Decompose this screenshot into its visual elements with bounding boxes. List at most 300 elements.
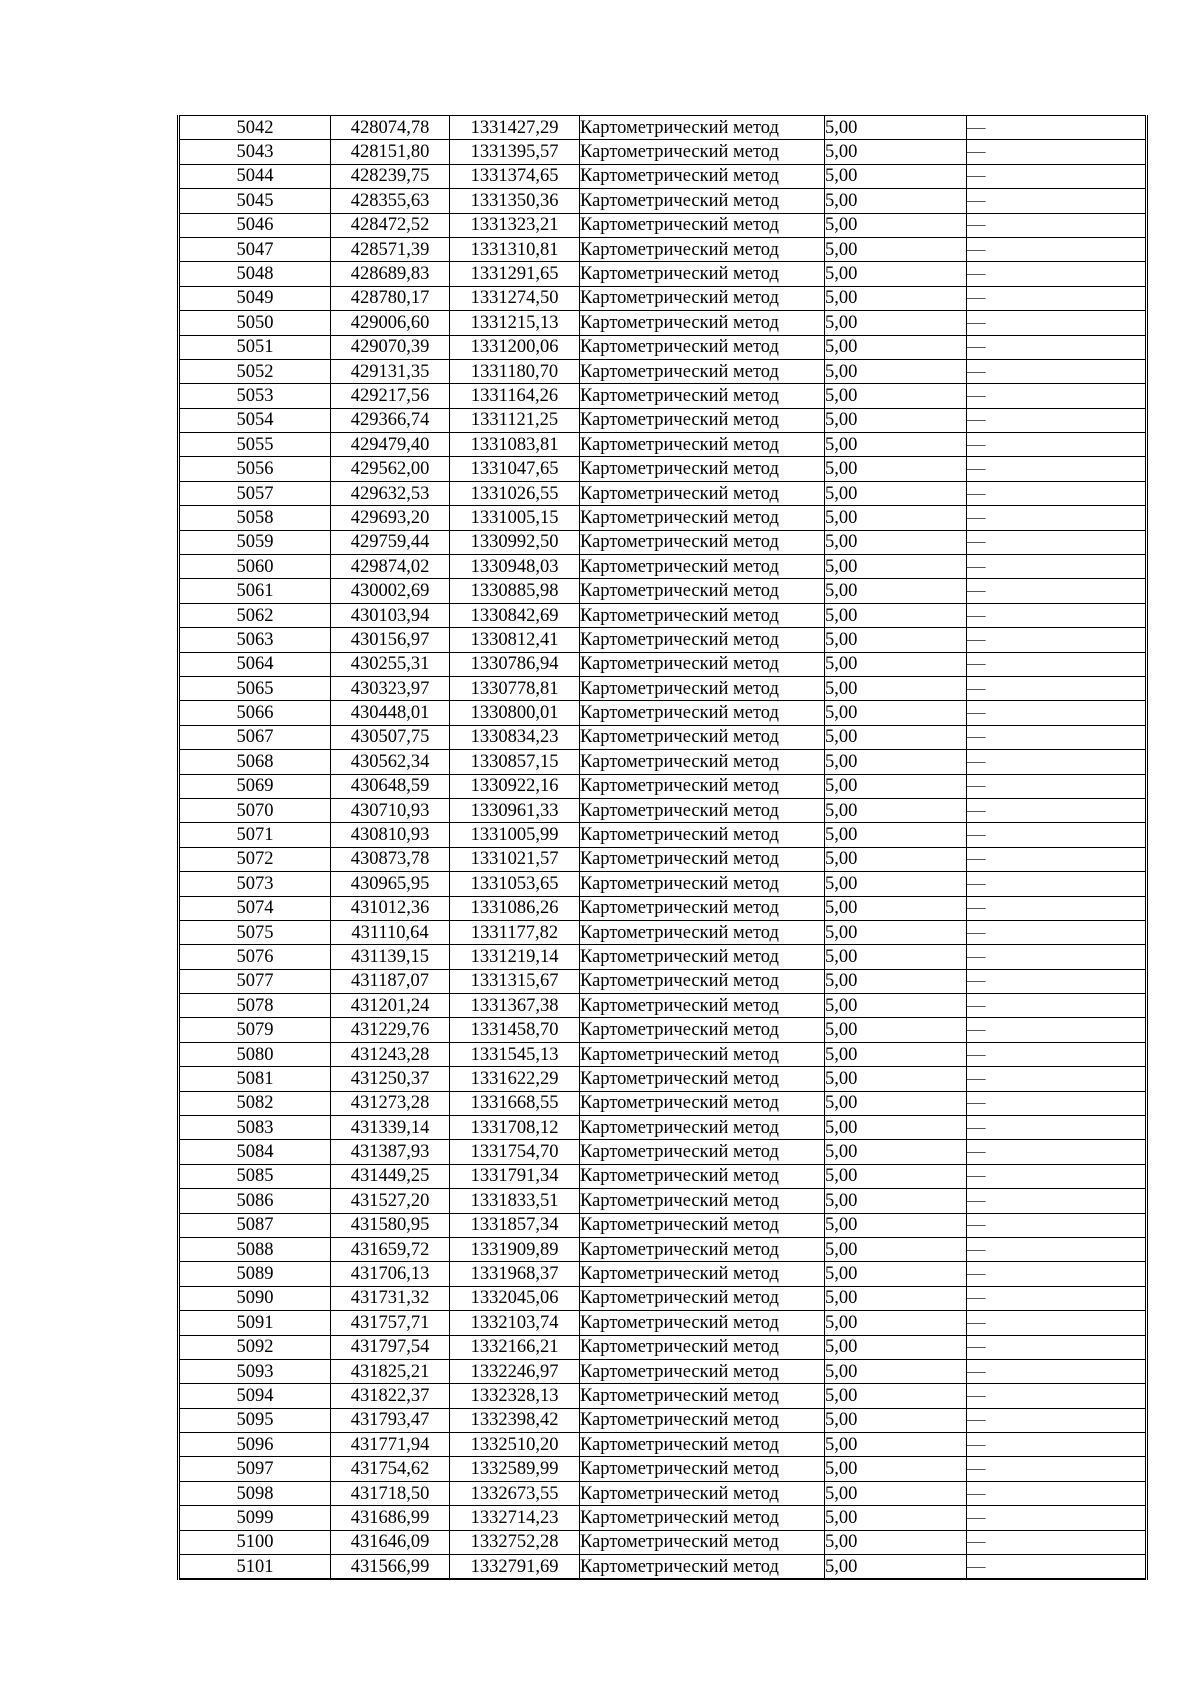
point-number-cell: 5067 <box>179 725 331 749</box>
y-coordinate-cell: 1331215,13 <box>450 311 580 335</box>
point-number-cell: 5082 <box>179 1091 331 1115</box>
method-cell: Картометрический метод <box>580 896 825 920</box>
note-cell: — <box>967 1384 1147 1408</box>
y-coordinate-cell: 1331026,55 <box>450 481 580 505</box>
x-coordinate-cell: 431686,99 <box>331 1506 450 1530</box>
x-coordinate-cell: 429070,39 <box>331 335 450 359</box>
table-row <box>179 1262 1147 1286</box>
precision-cell: 5,00 <box>825 1140 967 1164</box>
point-number-cell: 5057 <box>179 481 331 505</box>
point-number-cell: 5099 <box>179 1506 331 1530</box>
table-row <box>179 1335 1147 1359</box>
precision-cell: 5,00 <box>825 481 967 505</box>
y-coordinate-cell: 1332791,69 <box>450 1555 580 1580</box>
point-number-cell: 5085 <box>179 1164 331 1188</box>
point-number-cell: 5059 <box>179 530 331 554</box>
note-cell: — <box>967 823 1147 847</box>
y-coordinate-cell: 1331047,65 <box>450 457 580 481</box>
point-number-cell: 5052 <box>179 359 331 383</box>
note-cell: — <box>967 213 1147 237</box>
y-coordinate-cell: 1331857,34 <box>450 1213 580 1237</box>
precision-cell: 5,00 <box>825 1116 967 1140</box>
note-cell: — <box>967 1067 1147 1091</box>
note-cell: — <box>967 798 1147 822</box>
precision-cell: 5,00 <box>825 1481 967 1505</box>
precision-cell: 5,00 <box>825 1384 967 1408</box>
point-number-cell: 5087 <box>179 1213 331 1237</box>
point-number-cell: 5066 <box>179 701 331 725</box>
point-number-cell: 5046 <box>179 213 331 237</box>
point-number-cell: 5044 <box>179 164 331 188</box>
method-cell: Картометрический метод <box>580 1213 825 1237</box>
method-cell: Картометрический метод <box>580 408 825 432</box>
note-cell: — <box>967 1140 1147 1164</box>
method-cell: Картометрический метод <box>580 1042 825 1066</box>
point-number-cell: 5064 <box>179 652 331 676</box>
method-cell: Картометрический метод <box>580 189 825 213</box>
point-number-cell: 5095 <box>179 1408 331 1432</box>
note-cell: — <box>967 847 1147 871</box>
table-row <box>179 823 1147 847</box>
y-coordinate-cell: 1330922,16 <box>450 774 580 798</box>
method-cell: Картометрический метод <box>580 676 825 700</box>
precision-cell: 5,00 <box>825 945 967 969</box>
y-coordinate-cell: 1331350,36 <box>450 189 580 213</box>
y-coordinate-cell: 1332589,99 <box>450 1457 580 1481</box>
method-cell: Картометрический метод <box>580 116 825 140</box>
method-cell: Картометрический метод <box>580 798 825 822</box>
note-cell: — <box>967 1116 1147 1140</box>
note-cell: — <box>967 555 1147 579</box>
note-cell: — <box>967 481 1147 505</box>
table-row <box>179 1067 1147 1091</box>
note-cell: — <box>967 1481 1147 1505</box>
precision-cell: 5,00 <box>825 189 967 213</box>
note-cell: — <box>967 311 1147 335</box>
note-cell: — <box>967 1457 1147 1481</box>
precision-cell: 5,00 <box>825 335 967 359</box>
table-row <box>179 262 1147 286</box>
method-cell: Картометрический метод <box>580 1457 825 1481</box>
table-row <box>179 1042 1147 1066</box>
method-cell: Картометрический метод <box>580 1018 825 1042</box>
y-coordinate-cell: 1330842,69 <box>450 603 580 627</box>
x-coordinate-cell: 431201,24 <box>331 994 450 1018</box>
y-coordinate-cell: 1330948,03 <box>450 555 580 579</box>
x-coordinate-cell: 431706,13 <box>331 1262 450 1286</box>
point-number-cell: 5049 <box>179 286 331 310</box>
table-row <box>179 1286 1147 1310</box>
method-cell: Картометрический метод <box>580 213 825 237</box>
point-number-cell: 5079 <box>179 1018 331 1042</box>
x-coordinate-cell: 429006,60 <box>331 311 450 335</box>
method-cell: Картометрический метод <box>580 701 825 725</box>
method-cell: Картометрический метод <box>580 286 825 310</box>
method-cell: Картометрический метод <box>580 994 825 1018</box>
note-cell: — <box>967 1189 1147 1213</box>
y-coordinate-cell: 1332166,21 <box>450 1335 580 1359</box>
table-row <box>179 994 1147 1018</box>
point-number-cell: 5076 <box>179 945 331 969</box>
precision-cell: 5,00 <box>825 116 967 140</box>
point-number-cell: 5091 <box>179 1311 331 1335</box>
precision-cell: 5,00 <box>825 433 967 457</box>
table-row <box>179 701 1147 725</box>
method-cell: Картометрический метод <box>580 920 825 944</box>
point-number-cell: 5043 <box>179 140 331 164</box>
x-coordinate-cell: 430648,59 <box>331 774 450 798</box>
y-coordinate-cell: 1331791,34 <box>450 1164 580 1188</box>
table-row <box>179 1457 1147 1481</box>
table-row <box>179 1311 1147 1335</box>
x-coordinate-cell: 430965,95 <box>331 872 450 896</box>
table-row <box>179 457 1147 481</box>
note-cell: — <box>967 457 1147 481</box>
note-cell: — <box>967 286 1147 310</box>
method-cell: Картометрический метод <box>580 1481 825 1505</box>
note-cell: — <box>967 603 1147 627</box>
note-cell: — <box>967 725 1147 749</box>
x-coordinate-cell: 431566,99 <box>331 1555 450 1580</box>
method-cell: Картометрический метод <box>580 1237 825 1261</box>
y-coordinate-cell: 1331622,29 <box>450 1067 580 1091</box>
point-number-cell: 5070 <box>179 798 331 822</box>
precision-cell: 5,00 <box>825 628 967 652</box>
method-cell: Картометрический метод <box>580 1408 825 1432</box>
y-coordinate-cell: 1332045,06 <box>450 1286 580 1310</box>
x-coordinate-cell: 431449,25 <box>331 1164 450 1188</box>
y-coordinate-cell: 1332673,55 <box>450 1481 580 1505</box>
x-coordinate-cell: 428074,78 <box>331 116 450 140</box>
method-cell: Картометрический метод <box>580 335 825 359</box>
table-row <box>179 1237 1147 1261</box>
point-number-cell: 5058 <box>179 506 331 530</box>
y-coordinate-cell: 1331164,26 <box>450 384 580 408</box>
method-cell: Картометрический метод <box>580 359 825 383</box>
precision-cell: 5,00 <box>825 1311 967 1335</box>
method-cell: Картометрический метод <box>580 847 825 871</box>
method-cell: Картометрический метод <box>580 652 825 676</box>
precision-cell: 5,00 <box>825 652 967 676</box>
precision-cell: 5,00 <box>825 457 967 481</box>
table-row <box>179 213 1147 237</box>
table-row <box>179 286 1147 310</box>
note-cell: — <box>967 384 1147 408</box>
method-cell: Картометрический метод <box>580 945 825 969</box>
method-cell: Картометрический метод <box>580 1262 825 1286</box>
method-cell: Картометрический метод <box>580 1116 825 1140</box>
y-coordinate-cell: 1331310,81 <box>450 237 580 261</box>
table-row <box>179 506 1147 530</box>
point-number-cell: 5083 <box>179 1116 331 1140</box>
x-coordinate-cell: 431273,28 <box>331 1091 450 1115</box>
method-cell: Картометрический метод <box>580 1335 825 1359</box>
precision-cell: 5,00 <box>825 1262 967 1286</box>
note-cell: — <box>967 1213 1147 1237</box>
x-coordinate-cell: 431387,93 <box>331 1140 450 1164</box>
point-number-cell: 5089 <box>179 1262 331 1286</box>
table-row <box>179 603 1147 627</box>
x-coordinate-cell: 431797,54 <box>331 1335 450 1359</box>
y-coordinate-cell: 1331968,37 <box>450 1262 580 1286</box>
table-row <box>179 116 1147 140</box>
x-coordinate-cell: 431757,71 <box>331 1311 450 1335</box>
method-cell: Картометрический метод <box>580 1506 825 1530</box>
point-number-cell: 5088 <box>179 1237 331 1261</box>
y-coordinate-cell: 1330885,98 <box>450 579 580 603</box>
point-number-cell: 5077 <box>179 969 331 993</box>
point-number-cell: 5072 <box>179 847 331 871</box>
note-cell: — <box>967 262 1147 286</box>
point-number-cell: 5071 <box>179 823 331 847</box>
note-cell: — <box>967 1164 1147 1188</box>
method-cell: Картометрический метод <box>580 237 825 261</box>
x-coordinate-cell: 429366,74 <box>331 408 450 432</box>
precision-cell: 5,00 <box>825 286 967 310</box>
y-coordinate-cell: 1331121,25 <box>450 408 580 432</box>
x-coordinate-cell: 431822,37 <box>331 1384 450 1408</box>
table-row <box>179 359 1147 383</box>
precision-cell: 5,00 <box>825 530 967 554</box>
x-coordinate-cell: 431339,14 <box>331 1116 450 1140</box>
precision-cell: 5,00 <box>825 701 967 725</box>
method-cell: Картометрический метод <box>580 1384 825 1408</box>
method-cell: Картометрический метод <box>580 457 825 481</box>
precision-cell: 5,00 <box>825 1042 967 1066</box>
point-number-cell: 5062 <box>179 603 331 627</box>
method-cell: Картометрический метод <box>580 1140 825 1164</box>
y-coordinate-cell: 1331177,82 <box>450 920 580 944</box>
method-cell: Картометрический метод <box>580 872 825 896</box>
note-cell: — <box>967 994 1147 1018</box>
table-row <box>179 652 1147 676</box>
note-cell: — <box>967 530 1147 554</box>
precision-cell: 5,00 <box>825 1408 967 1432</box>
table-row <box>179 481 1147 505</box>
method-cell: Картометрический метод <box>580 750 825 774</box>
method-cell: Картометрический метод <box>580 774 825 798</box>
y-coordinate-cell: 1330961,33 <box>450 798 580 822</box>
x-coordinate-cell: 430323,97 <box>331 676 450 700</box>
method-cell: Картометрический метод <box>580 823 825 847</box>
table-row <box>179 1018 1147 1042</box>
note-cell: — <box>967 359 1147 383</box>
table-row <box>179 628 1147 652</box>
precision-cell: 5,00 <box>825 823 967 847</box>
method-cell: Картометрический метод <box>580 262 825 286</box>
precision-cell: 5,00 <box>825 311 967 335</box>
note-cell: — <box>967 189 1147 213</box>
y-coordinate-cell: 1331274,50 <box>450 286 580 310</box>
y-coordinate-cell: 1332510,20 <box>450 1433 580 1457</box>
point-number-cell: 5092 <box>179 1335 331 1359</box>
note-cell: — <box>967 237 1147 261</box>
point-number-cell: 5042 <box>179 116 331 140</box>
table-row <box>179 920 1147 944</box>
precision-cell: 5,00 <box>825 140 967 164</box>
x-coordinate-cell: 429632,53 <box>331 481 450 505</box>
precision-cell: 5,00 <box>825 579 967 603</box>
point-number-cell: 5065 <box>179 676 331 700</box>
point-number-cell: 5050 <box>179 311 331 335</box>
point-number-cell: 5096 <box>179 1433 331 1457</box>
point-number-cell: 5098 <box>179 1481 331 1505</box>
y-coordinate-cell: 1330800,01 <box>450 701 580 725</box>
precision-cell: 5,00 <box>825 969 967 993</box>
note-cell: — <box>967 335 1147 359</box>
precision-cell: 5,00 <box>825 1530 967 1554</box>
y-coordinate-cell: 1330834,23 <box>450 725 580 749</box>
precision-cell: 5,00 <box>825 1213 967 1237</box>
point-number-cell: 5075 <box>179 920 331 944</box>
note-cell: — <box>967 896 1147 920</box>
x-coordinate-cell: 430873,78 <box>331 847 450 871</box>
note-cell: — <box>967 1018 1147 1042</box>
x-coordinate-cell: 429874,02 <box>331 555 450 579</box>
method-cell: Картометрический метод <box>580 1311 825 1335</box>
note-cell: — <box>967 1311 1147 1335</box>
precision-cell: 5,00 <box>825 1506 967 1530</box>
x-coordinate-cell: 430103,94 <box>331 603 450 627</box>
y-coordinate-cell: 1331754,70 <box>450 1140 580 1164</box>
x-coordinate-cell: 431139,15 <box>331 945 450 969</box>
point-number-cell: 5051 <box>179 335 331 359</box>
x-coordinate-cell: 431012,36 <box>331 896 450 920</box>
x-coordinate-cell: 431243,28 <box>331 1042 450 1066</box>
precision-cell: 5,00 <box>825 164 967 188</box>
method-cell: Картометрический метод <box>580 725 825 749</box>
x-coordinate-cell: 428239,75 <box>331 164 450 188</box>
precision-cell: 5,00 <box>825 1555 967 1580</box>
point-number-cell: 5055 <box>179 433 331 457</box>
x-coordinate-cell: 430562,34 <box>331 750 450 774</box>
table-row <box>179 896 1147 920</box>
point-number-cell: 5063 <box>179 628 331 652</box>
precision-cell: 5,00 <box>825 920 967 944</box>
table-row <box>179 872 1147 896</box>
y-coordinate-cell: 1331427,29 <box>450 116 580 140</box>
table-row <box>179 384 1147 408</box>
note-cell: — <box>967 408 1147 432</box>
note-cell: — <box>967 433 1147 457</box>
table-row <box>179 1530 1147 1554</box>
precision-cell: 5,00 <box>825 262 967 286</box>
point-number-cell: 5056 <box>179 457 331 481</box>
note-cell: — <box>967 506 1147 530</box>
y-coordinate-cell: 1331180,70 <box>450 359 580 383</box>
x-coordinate-cell: 428151,80 <box>331 140 450 164</box>
precision-cell: 5,00 <box>825 603 967 627</box>
x-coordinate-cell: 430255,31 <box>331 652 450 676</box>
y-coordinate-cell: 1331545,13 <box>450 1042 580 1066</box>
table-row <box>179 750 1147 774</box>
y-coordinate-cell: 1331458,70 <box>450 1018 580 1042</box>
note-cell: — <box>967 164 1147 188</box>
x-coordinate-cell: 431793,47 <box>331 1408 450 1432</box>
precision-cell: 5,00 <box>825 408 967 432</box>
method-cell: Картометрический метод <box>580 1164 825 1188</box>
point-number-cell: 5047 <box>179 237 331 261</box>
x-coordinate-cell: 431771,94 <box>331 1433 450 1457</box>
table-row <box>179 1481 1147 1505</box>
table-row <box>179 1164 1147 1188</box>
x-coordinate-cell: 429759,44 <box>331 530 450 554</box>
point-number-cell: 5100 <box>179 1530 331 1554</box>
table-row <box>179 555 1147 579</box>
precision-cell: 5,00 <box>825 896 967 920</box>
precision-cell: 5,00 <box>825 213 967 237</box>
precision-cell: 5,00 <box>825 1359 967 1383</box>
y-coordinate-cell: 1332103,74 <box>450 1311 580 1335</box>
y-coordinate-cell: 1331200,06 <box>450 335 580 359</box>
y-coordinate-cell: 1331395,57 <box>450 140 580 164</box>
precision-cell: 5,00 <box>825 1237 967 1261</box>
precision-cell: 5,00 <box>825 994 967 1018</box>
note-cell: — <box>967 969 1147 993</box>
method-cell: Картометрический метод <box>580 384 825 408</box>
y-coordinate-cell: 1331005,15 <box>450 506 580 530</box>
precision-cell: 5,00 <box>825 676 967 700</box>
table-row <box>179 1359 1147 1383</box>
table-row <box>179 1555 1147 1580</box>
method-cell: Картометрический метод <box>580 603 825 627</box>
x-coordinate-cell: 431580,95 <box>331 1213 450 1237</box>
x-coordinate-cell: 428472,52 <box>331 213 450 237</box>
method-cell: Картометрический метод <box>580 579 825 603</box>
precision-cell: 5,00 <box>825 725 967 749</box>
note-cell: — <box>967 116 1147 140</box>
x-coordinate-cell: 431229,76 <box>331 1018 450 1042</box>
table-row <box>179 945 1147 969</box>
precision-cell: 5,00 <box>825 1164 967 1188</box>
method-cell: Картометрический метод <box>580 140 825 164</box>
point-number-cell: 5090 <box>179 1286 331 1310</box>
method-cell: Картометрический метод <box>580 1555 825 1580</box>
method-cell: Картометрический метод <box>580 1286 825 1310</box>
x-coordinate-cell: 431250,37 <box>331 1067 450 1091</box>
y-coordinate-cell: 1331291,65 <box>450 262 580 286</box>
method-cell: Картометрический метод <box>580 555 825 579</box>
note-cell: — <box>967 945 1147 969</box>
note-cell: — <box>967 774 1147 798</box>
x-coordinate-cell: 429693,20 <box>331 506 450 530</box>
table-row <box>179 433 1147 457</box>
note-cell: — <box>967 1555 1147 1580</box>
x-coordinate-cell: 429479,40 <box>331 433 450 457</box>
precision-cell: 5,00 <box>825 872 967 896</box>
method-cell: Картометрический метод <box>580 628 825 652</box>
table-row <box>179 189 1147 213</box>
point-number-cell: 5045 <box>179 189 331 213</box>
note-cell: — <box>967 1335 1147 1359</box>
y-coordinate-cell: 1331021,57 <box>450 847 580 871</box>
y-coordinate-cell: 1332714,23 <box>450 1506 580 1530</box>
y-coordinate-cell: 1331053,65 <box>450 872 580 896</box>
note-cell: — <box>967 1237 1147 1261</box>
precision-cell: 5,00 <box>825 798 967 822</box>
method-cell: Картометрический метод <box>580 1530 825 1554</box>
precision-cell: 5,00 <box>825 1091 967 1115</box>
x-coordinate-cell: 428355,63 <box>331 189 450 213</box>
note-cell: — <box>967 628 1147 652</box>
precision-cell: 5,00 <box>825 1457 967 1481</box>
table-row <box>179 164 1147 188</box>
x-coordinate-cell: 431187,07 <box>331 969 450 993</box>
y-coordinate-cell: 1331833,51 <box>450 1189 580 1213</box>
precision-cell: 5,00 <box>825 1067 967 1091</box>
point-number-cell: 5097 <box>179 1457 331 1481</box>
point-number-cell: 5053 <box>179 384 331 408</box>
